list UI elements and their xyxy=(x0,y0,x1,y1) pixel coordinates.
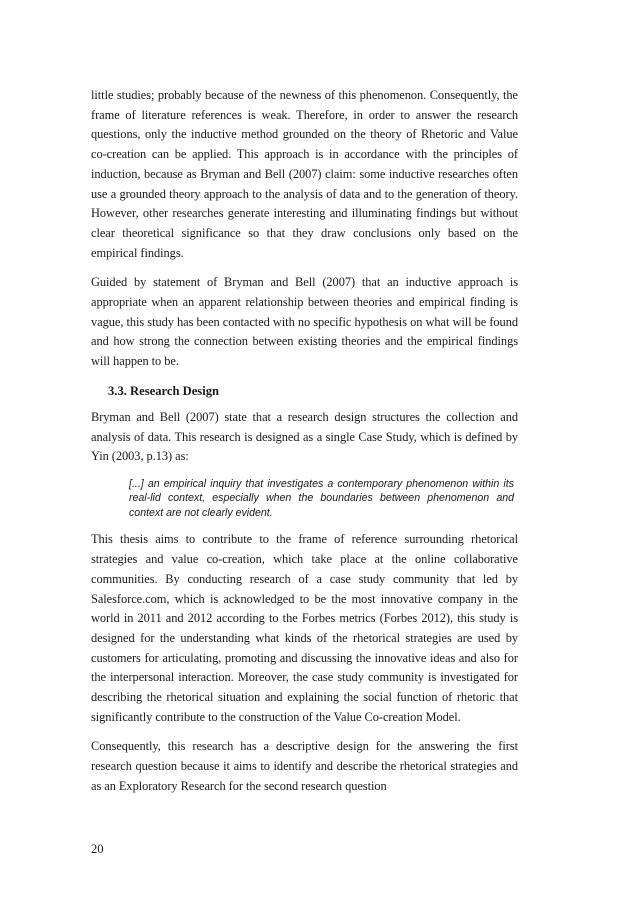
paragraph-thesis-aims: This thesis aims to contribute to the frame of reference surrounding rhetorical strategies and value co-creation, which take place at the online collaborative communities. By conducting research of a case study community that led by Salesforce.com, which is acknowledged to be the most innovative company in the world in 2011 and 2012 according to the Forbes metrics (Forbes 2012), this study is designed for the understanding what kinds of the rhetorical strategies are used by customers for articulating, promoting and discussing the innovative ideas and also for the interpersonal interaction. Moreover, the case study community is investigated for describing the rhetorical situation and explaining the social function of rhetoric that significantly contribute to the construction of the Value Co-creation Model. xyxy=(91,532,518,724)
block-quote: [...] an empirical inquiry that investigates a contemporary phenomenon within its real-lid context, especially when the boundaries between phenomenon and context are not clearly evident. xyxy=(129,477,514,519)
paragraph-descriptive-design: Consequently, this research has a descriptive design for the answering the first research question because it aims to identify and describe the rhetorical strategies and as an Exploratory Research for the second research question xyxy=(91,739,518,793)
page-number: 20 xyxy=(91,842,104,856)
paragraph-research-design: Bryman and Bell (2007) state that a research design structures the collection and analysis of data. This research is designed as a single Case Study, which is defined by Yin (2003, p.13) as: xyxy=(91,409,518,464)
paragraph-inductive-approach: Guided by statement of Bryman and Bell (2007) that an inductive approach is appropriate when an apparent relationship between theories and empirical finding is vague, this study has been contacted with no specific hypothesis on what will be found and how strong the connection between existing theories and the empirical findings will happen to be. xyxy=(91,275,518,369)
paragraph-induction: little studies; probably because of the newness of this phenomenon. Consequently, the frame of literature references is weak. Therefore, in order to answer the research questions, only the inductive method grounded on the theory of Rhetoric and Value co-creation can be applied. This approach is in accordance with the principles of induction, because as Bryman and Bell (2007) claim: some inductive researches often use a grounded theory approach to the analysis of data and to the generation of theory. However, other researches generate interesting and illuminating findings but without clear theoretical significance so that they draw conclusions only based on the empirical findings. xyxy=(91,88,518,260)
document-page xyxy=(91,86,518,807)
section-heading: 3.3. Research Design xyxy=(108,383,220,398)
